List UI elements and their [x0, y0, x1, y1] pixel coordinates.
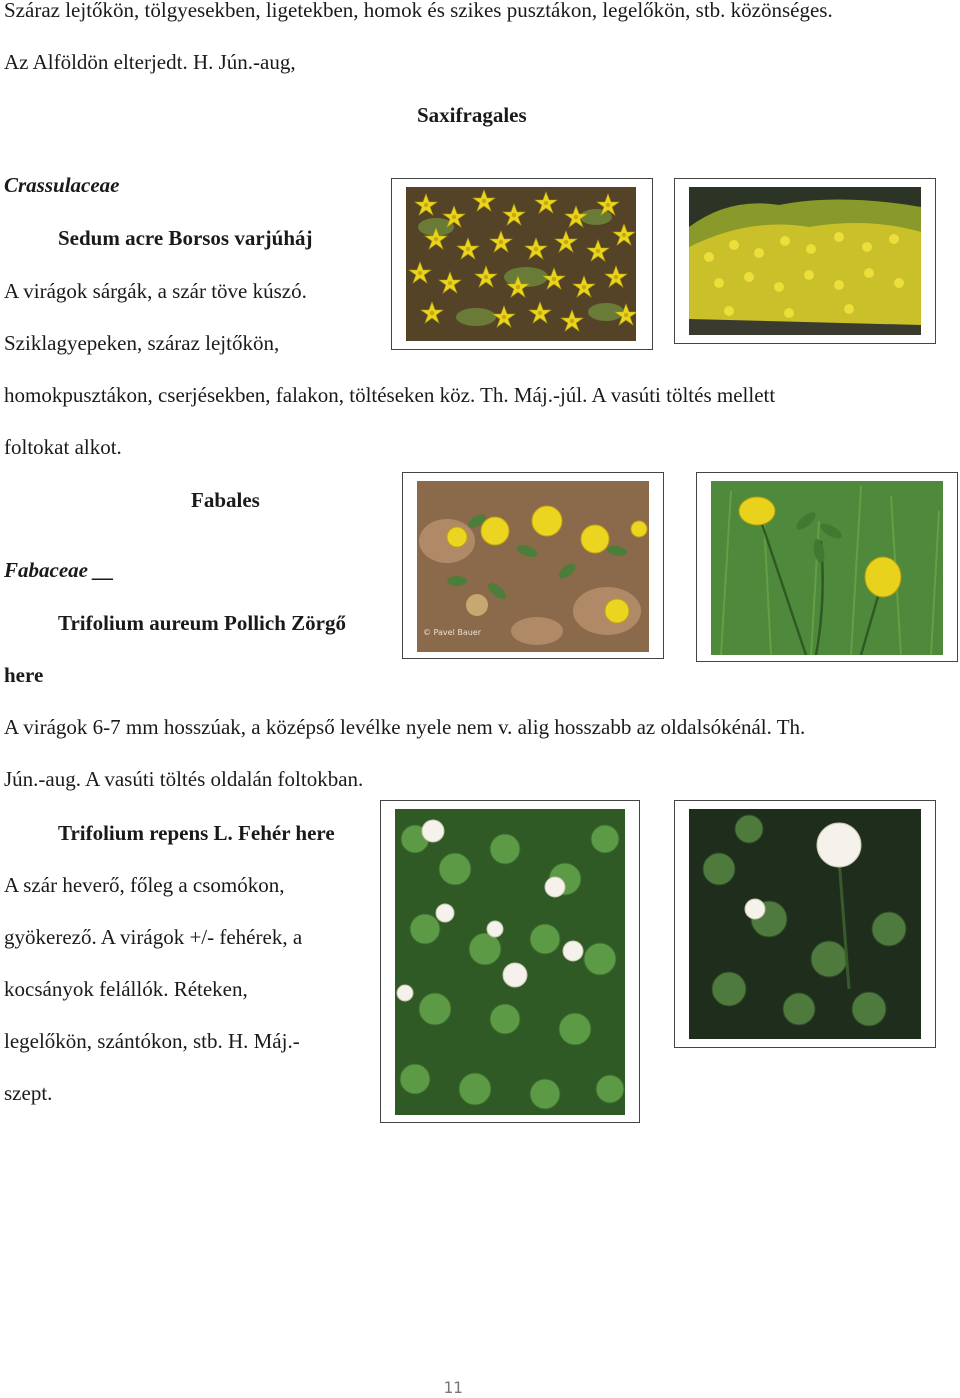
photo-sedum-closeup — [391, 178, 653, 350]
aureum-desc-line-2: Jún.-aug. A vasúti töltés oldalán foltokban. — [4, 767, 364, 791]
species-heading-sedum: Sedum acre Borsos varjúháj — [58, 226, 313, 250]
page-number: 11 — [443, 1378, 463, 1397]
order-heading-fabales: Fabales — [191, 488, 260, 512]
text-line-2: Az Alföldön elterjedt. H. Jún.-aug, — [4, 50, 296, 74]
species-heading-trifolium-repens: Trifolium repens L. Fehér here — [58, 821, 335, 845]
species-heading-trifolium-aureum-cont: here — [4, 663, 44, 687]
aureum-grass-image — [711, 481, 943, 655]
photo-sedum-mat — [674, 178, 936, 344]
family-heading-fabaceae: Fabaceae __ — [4, 558, 115, 582]
repens-desc-line-4: legelőkön, szántókon, stb. H. Máj.- — [4, 1029, 300, 1053]
svg-text:© Pavel Bauer: © Pavel Bauer — [423, 628, 482, 637]
sedum-closeup-image — [406, 187, 636, 341]
species-heading-trifolium-aureum: Trifolium aureum Pollich Zörgő — [58, 611, 346, 635]
repens-desc-line-1: A szár heverő, főleg a csomókon, — [4, 873, 285, 897]
sedum-desc-line-3: homokpusztákon, cserjésekben, falakon, töltéseken köz. Th. Máj.-júl. A vasúti töltés mellett — [4, 383, 776, 407]
repens-closeup-image — [689, 809, 921, 1039]
sedum-desc-line-2: Sziklagyepeken, száraz lejtőkön, — [4, 331, 280, 355]
family-heading-crassulaceae: Crassulaceae — [4, 173, 120, 197]
sedum-desc-line-4: foltokat alkot. — [4, 435, 122, 459]
repens-desc-line-3: kocsányok felállók. Réteken, — [4, 977, 248, 1001]
text-line-1: Száraz lejtőkön, tölgyesekben, ligetekben, homok és szikes pusztákon, legelőkön, stb. közönséges. — [4, 0, 833, 22]
photo-trifolium-aureum-ground — [402, 472, 664, 659]
sedum-mat-image — [689, 187, 921, 335]
photo-trifolium-repens-patch — [380, 800, 640, 1123]
photo-trifolium-repens-closeup — [674, 800, 936, 1048]
repens-desc-line-2: gyökerező. A virágok +/- fehérek, a — [4, 925, 303, 949]
repens-patch-image — [395, 809, 625, 1115]
order-heading-saxifragales: Saxifragales — [417, 103, 527, 127]
aureum-desc-line-1: A virágok 6-7 mm hosszúak, a középső levélke nyele nem v. alig hosszabb az oldalsókénál. Th. — [4, 715, 806, 739]
aureum-ground-image — [417, 481, 649, 652]
repens-desc-line-5: szept. — [4, 1081, 53, 1105]
sedum-desc-line-1: A virágok sárgák, a szár töve kúszó. — [4, 279, 307, 303]
photo-trifolium-aureum-grass — [696, 472, 958, 662]
